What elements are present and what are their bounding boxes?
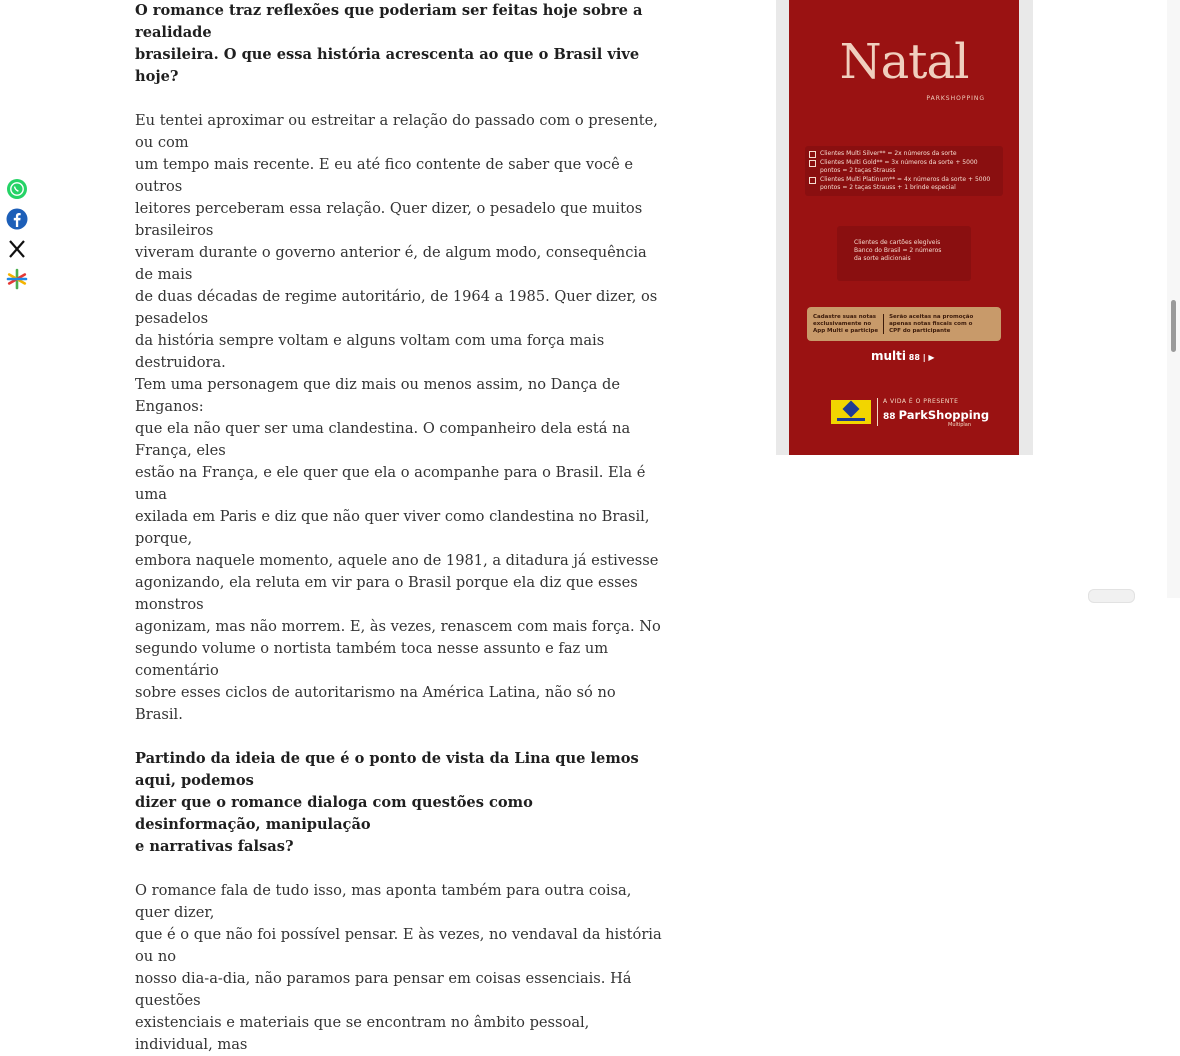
bank-icon	[831, 400, 871, 424]
card-icon	[809, 151, 816, 158]
ad-tier-list	[805, 146, 1003, 196]
floating-widget[interactable]	[1088, 589, 1135, 603]
share-bar	[6, 178, 30, 298]
multi-logo: multi 88 | ▶	[871, 349, 935, 363]
x-icon	[7, 239, 27, 259]
ad-tier-gold: Clientes Multi Gold** = 3x números da sorte + 5000 pontos = 2 taças Strauss	[809, 159, 999, 175]
page-scrollbar[interactable]	[1167, 0, 1180, 598]
x-share-button[interactable]	[6, 238, 28, 260]
whatsapp-icon	[6, 178, 28, 200]
scrollbar-thumb[interactable]	[1171, 300, 1176, 352]
more-share-button[interactable]	[6, 268, 28, 290]
ad-subtitle: PARKSHOPPING	[926, 95, 985, 102]
parkshopping-logo: 88 ParkShopping	[883, 408, 990, 422]
ad-bank-box: Clientes de cartões elegíveis Banco do Brasil = 2 números da sorte adicionais	[837, 226, 971, 281]
banco-do-brasil-logo	[831, 400, 871, 424]
whatsapp-share-button[interactable]	[6, 178, 28, 200]
asterisk-share-icon	[6, 268, 28, 290]
ad-info-bar	[807, 307, 1001, 341]
multiplan-label: Multiplan	[948, 422, 972, 428]
ad-tagline: A VIDA É O PRESENTE	[883, 398, 959, 405]
interview-answer: Eu tentei aproximar ou estreitar a relação do passado com o presente, ou com um tempo mais recente. E eu até fico contente de saber que você e outros leitores perceberam essa relação. Quer dizer, o pesadelo que muitos brasileiros viveram durante o governo anterior é, de algum modo, consequência de mais de duas décadas de regime autoritário, de 1964 a 1985. Quer dizer, os pesadelos da história sempre voltam e alguns voltam com uma força mais destruidora. Tem uma personagem que diz mais ou menos assim, no Dança de Enganos: que ela não quer ser uma clandestina. O companheiro dela está na França, eles estão na França, e ele quer que ela o acompanhe para o Brasil. Ela é uma exilada em Paris e diz que não quer viver como clandestina no Brasil, porque, embora naquele momento, aquele ano de 1981, a ditadura já estivesse agonizando, ela reluta em vir para o Brasil porque ela diz que esses monstros agonizam, mas não morrem. E, às vezes, renascem com mais força. No segundo volume o nortista também toca nesse assunto e faz um comentário sobre esses ciclos de autoritarismo na América Latina, não só no Brasil.	[135, 112, 661, 723]
divider	[883, 314, 884, 334]
advertisement-banner[interactable]	[789, 0, 1019, 455]
article-body	[135, 0, 663, 1056]
interview-question: Partindo da ideia de que é o ponto de vista da Lina que lemos aqui, podemos dizer que o romance dialoga com questões como desinformação, manipulação e narrativas falsas?	[135, 750, 639, 855]
star-icon	[809, 177, 816, 184]
divider	[877, 398, 878, 426]
interview-question: O romance traz reflexões que poderiam ser feitas hoje sobre a realidade brasileira. O que essa história acrescenta ao que o Brasil vive hoje?	[135, 2, 643, 85]
ad-info-right: Serão aceitas na promoção apenas notas fiscais com o CPF do participante	[889, 313, 974, 334]
facebook-share-button[interactable]	[6, 208, 28, 230]
facebook-icon	[6, 208, 28, 230]
ad-tier-platinum: Clientes Multi Platinum** = 4x números da sorte + 5000 pontos = 2 taças Strauss + 1 brinde especial	[809, 176, 999, 192]
interview-answer: O romance fala de tudo isso, mas aponta também para outra coisa, quer dizer, que é o que não foi possível pensar. E às vezes, no vendaval da história ou no nosso dia-a-dia, não paramos para pensar em coisas essenciais. Há questões existenciais e materiais que se encontram no âmbito pessoal, individual, mas	[135, 882, 662, 1053]
ad-title: Natal	[839, 34, 969, 90]
ad-info-left: Cadastre suas notas exclusivamente no App Multi e participe	[813, 313, 879, 334]
card-icon	[809, 160, 816, 167]
ad-tier-silver: Clientes Multi Silver** = 2x números da sorte	[809, 150, 999, 158]
